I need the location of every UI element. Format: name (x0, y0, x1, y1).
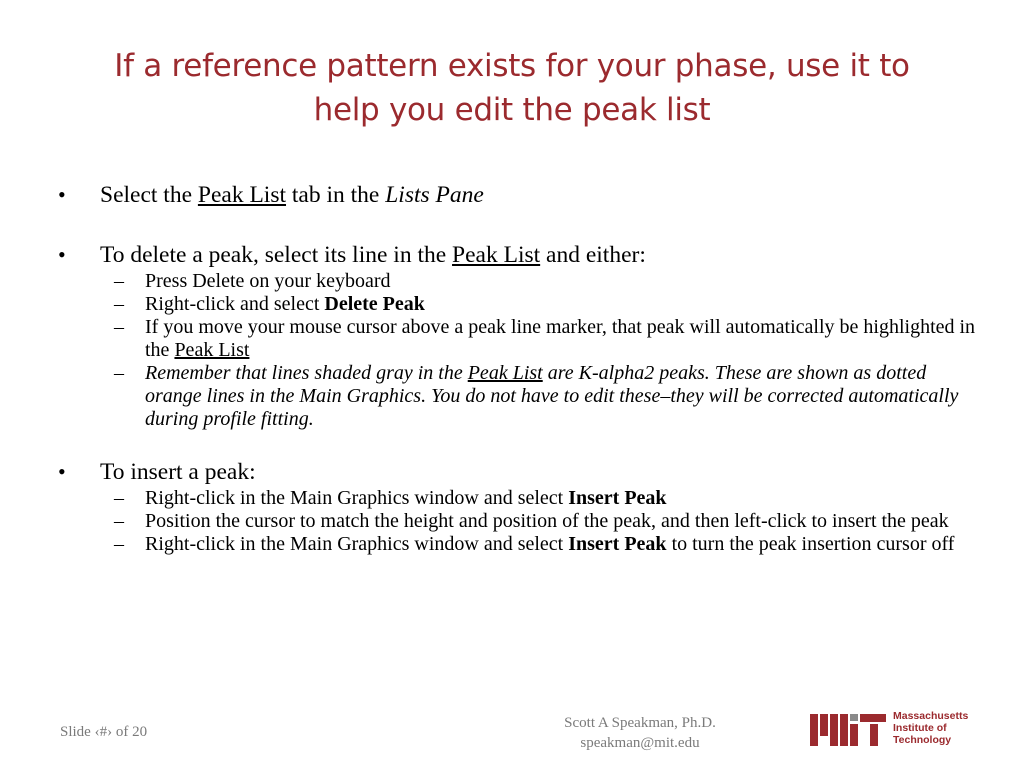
bullet-text: To delete a peak, select its line in the (100, 242, 453, 268)
peak-list-link: Peak List (197, 182, 287, 208)
dash-marker: – (114, 533, 124, 555)
sub-item-right-click-insert (56, 487, 976, 510)
dash-marker: – (114, 316, 124, 338)
dash-marker: – (114, 487, 124, 509)
sub-text: Right-click in the Main Graphics window and select (145, 533, 569, 555)
sub-item-mouse-hover (56, 316, 976, 362)
peak-list-link: Peak List (174, 339, 250, 361)
bullet-text: Select the (100, 182, 198, 208)
bullet-text: To insert a peak: (100, 459, 256, 485)
author-block (520, 713, 760, 753)
dash-marker: – (114, 510, 124, 532)
sub-text: are K-alpha2 peaks. These are shown as dotted orange lines in the Main Graphics. You do not have to edit these–they will be corrected automatically during profile fitting. (145, 362, 959, 430)
dash-marker: – (114, 270, 124, 292)
sub-item-right-click-delete (56, 293, 976, 316)
bullet-delete-peak (56, 240, 976, 270)
insert-peak-command: Insert Peak (568, 487, 667, 509)
logo-line-3: Technology (893, 734, 952, 746)
sub-item-k-alpha2-note (56, 362, 976, 431)
bullet-marker: • (58, 459, 66, 484)
delete-peak-command: Delete Peak (324, 293, 425, 315)
slide-content (56, 180, 976, 556)
bullet-marker: • (58, 242, 66, 267)
sub-text: If you move your mouse cursor above a peak line marker, that peak will automatically be highlighted in the (145, 316, 976, 361)
logo-line-2: Institute of (893, 722, 947, 734)
sub-item-position-cursor (56, 510, 976, 533)
sub-item-press-delete (56, 270, 976, 293)
logo-line-1: Massachusetts (893, 710, 969, 722)
sub-text: Position the cursor to match the height and position of the peak, and then left-click to insert the peak (145, 510, 949, 532)
peak-list-link: Peak List (452, 242, 541, 268)
sub-text: Remember that lines shaded gray in the (145, 362, 468, 384)
mit-logo-text (893, 710, 968, 746)
dash-marker: – (114, 362, 124, 384)
bullet-select-peak-list (56, 180, 976, 210)
title-line-1: If a reference pattern exists for your phase, use it to (114, 48, 910, 84)
bullet-text: and either: (540, 242, 646, 268)
sub-text: Right-click and select (145, 293, 325, 315)
bullet-text: tab in the (286, 182, 386, 208)
author-email: speakman@mit.edu (580, 735, 700, 751)
author-name: Scott A Speakman, Ph.D. (564, 715, 716, 731)
dash-marker: – (114, 293, 124, 315)
sub-text: Right-click in the Main Graphics window and select (145, 487, 569, 509)
lists-pane-term: Lists Pane (385, 182, 484, 208)
sub-text: Press Delete on your keyboard (145, 270, 391, 292)
slide-title (40, 44, 984, 132)
slide-number: Slide ‹#› of 20 (60, 724, 148, 740)
insert-peak-command: Insert Peak (568, 533, 667, 555)
title-line-2: help you edit the peak list (313, 92, 711, 128)
bullet-insert-peak (56, 457, 976, 487)
bullet-marker: • (58, 182, 66, 207)
sub-text: to turn the peak insertion cursor off (666, 533, 955, 555)
sub-item-turn-off-cursor (56, 533, 976, 556)
peak-list-link: Peak List (467, 362, 543, 384)
